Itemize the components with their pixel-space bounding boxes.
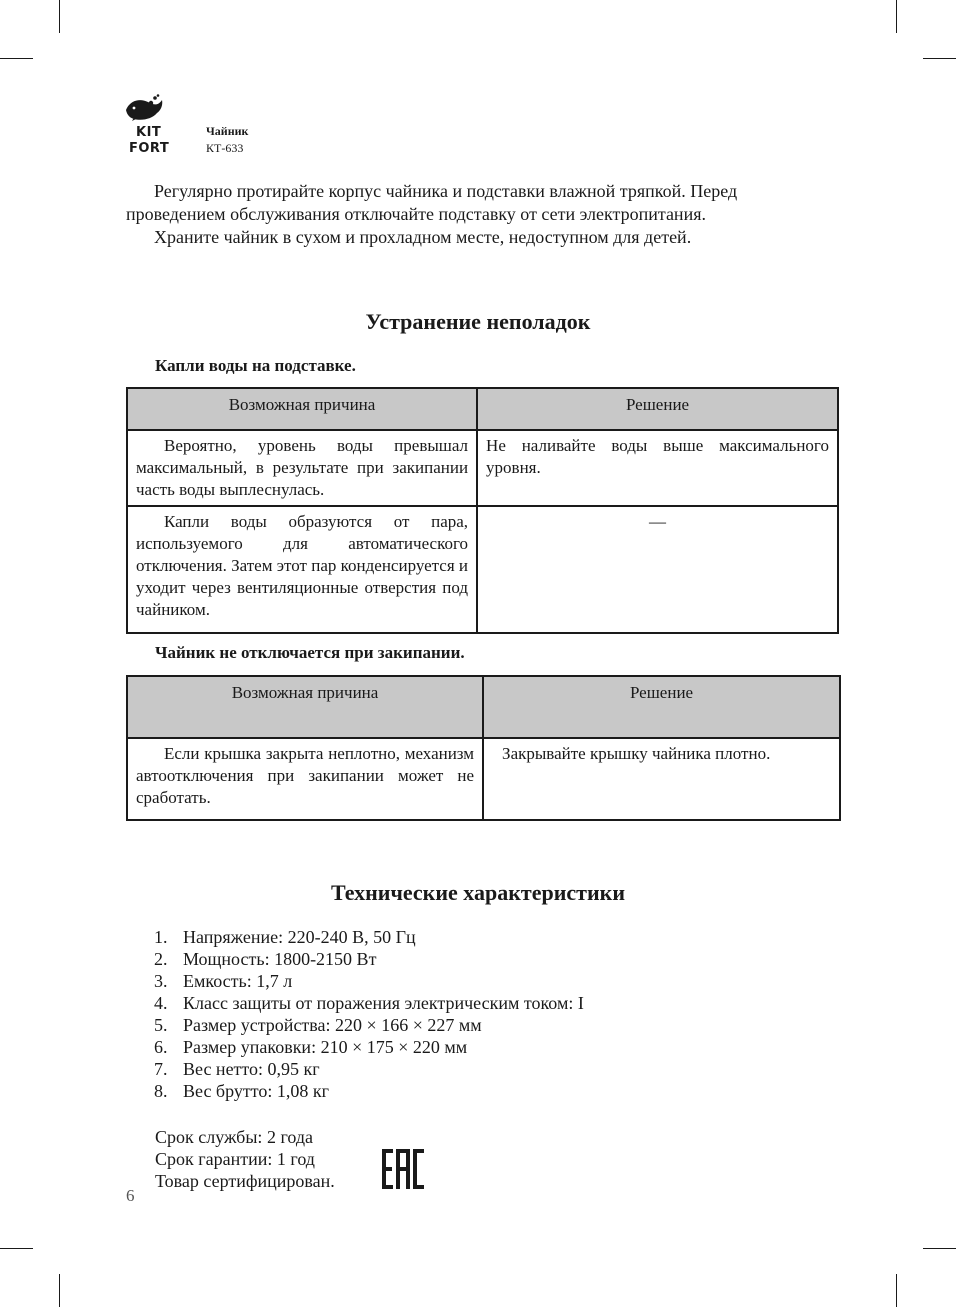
page-number: 6 (126, 1186, 135, 1205)
crop-mark (59, 1274, 60, 1307)
column-header-solution: Решение (483, 676, 840, 738)
table-row (127, 506, 838, 633)
product-model: КТ-633 (206, 141, 244, 155)
service-info (155, 1126, 335, 1192)
list-item: 1. Напряжение: 220-240 В, 50 Гц (154, 927, 416, 947)
cause-cell: Капли воды образуются от пара, используемого для автоматического отключения. Затем этот пар конденсируется и уходит через вентиляционные отверстия под чайником. (127, 506, 477, 633)
cause-cell: Если крышка закрыта неплотно, механизм автоотключения при закипании может не сработать. (127, 738, 483, 820)
solution-cell: Закрывайте крышку чайника плотно. (483, 738, 840, 820)
list-item: 4. Класс защиты от поражения электрическим током: I (154, 993, 584, 1013)
brand-line1: KIT (136, 125, 162, 140)
warranty-period: Срок гарантии: 1 год (155, 1149, 315, 1169)
table-row (127, 738, 840, 820)
solution-cell: — (477, 506, 838, 633)
maintenance-paragraph: Регулярно протирайте корпус чайника и подставки влажной тряпкой. Перед проведением обслуживания отключайте подставку от сети электропитания. (126, 181, 738, 224)
crop-mark (923, 1248, 956, 1249)
brand-line2: FORT (129, 141, 170, 156)
product-title: Чайник (206, 124, 249, 138)
eac-mark-icon (381, 1148, 425, 1190)
troubleshooting-title: Устранение неполадок (365, 309, 591, 334)
problem2-table (126, 675, 841, 821)
list-item: 7. Вес нетто: 0,95 кг (154, 1059, 320, 1079)
crop-mark (0, 1248, 33, 1249)
table-header-row (127, 388, 838, 430)
column-header-solution: Решение (477, 388, 838, 430)
table-row (127, 430, 838, 506)
crop-mark (59, 0, 60, 33)
problem2-title: Чайник не отключается при закипании. (155, 643, 465, 662)
problem1-table (126, 387, 839, 634)
crop-mark (896, 0, 897, 33)
cause-cell: Вероятно, уровень воды превышал максимальный, в результате при закипании часть воды выплеснулась. (127, 430, 477, 506)
table-header-row (127, 676, 840, 738)
storage-paragraph: Храните чайник в сухом и прохладном месте, недоступном для детей. (154, 227, 692, 247)
crop-mark (923, 58, 956, 59)
column-header-cause: Возможная причина (127, 388, 477, 430)
specs-list (126, 926, 826, 1102)
problem1-title: Капли воды на подставке. (155, 356, 356, 375)
kitfort-logo (122, 94, 192, 158)
whale-icon (124, 94, 166, 124)
column-header-cause: Возможная причина (127, 676, 483, 738)
service-life: Срок службы: 2 года (155, 1127, 314, 1147)
solution-cell: Не наливайте воды выше максимального уровня. (477, 430, 838, 506)
list-item: 5. Размер устройства: 220 × 166 × 227 мм (154, 1015, 482, 1035)
specs-title: Технические характеристики (330, 880, 626, 905)
crop-mark (0, 58, 33, 59)
certification-note: Товар сертифицирован. (155, 1171, 335, 1191)
list-item: 2. Мощность: 1800-2150 Вт (154, 949, 377, 969)
list-item: 3. Емкость: 1,7 л (154, 971, 293, 991)
list-item: 8. Вес брутто: 1,08 кг (154, 1081, 329, 1101)
list-item: 6. Размер упаковки: 210 × 175 × 220 мм (154, 1037, 468, 1057)
crop-mark (896, 1274, 897, 1307)
